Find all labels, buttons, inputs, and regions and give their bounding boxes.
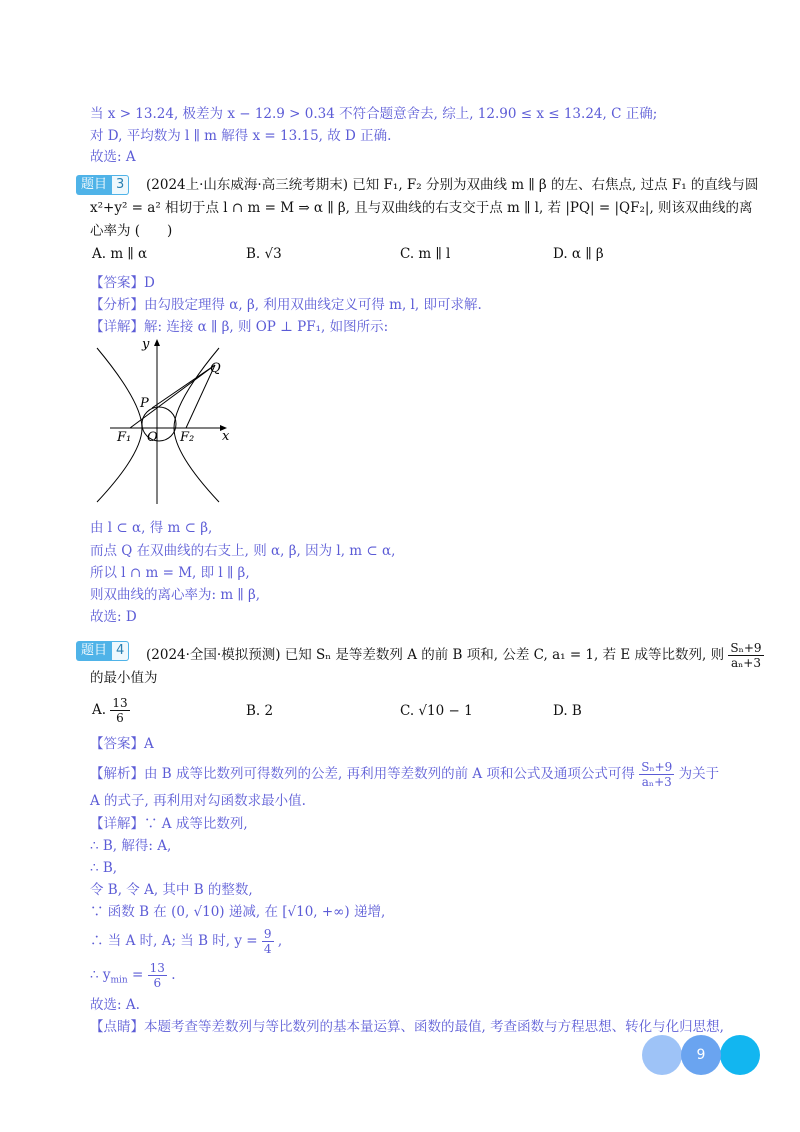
option-prefix: A. (92, 702, 107, 718)
q3-stem-3: 心率为 ( ) (90, 223, 173, 239)
q4-option-a (92, 696, 130, 725)
q4-detail-5: ∵ 函数 B 在 (0, √10) 递减, 在 [√10, +∞) 递增, (90, 904, 386, 920)
hyperbola-figure (90, 336, 250, 506)
page-circle-right (720, 1035, 760, 1075)
detail-text: ∴ 当 A 时, A; 当 B 时, y = (90, 933, 258, 949)
q4-analysis-2: A 的式子, 再利用对勾函数求最小值. (90, 793, 306, 809)
question-label: 题目 (76, 175, 112, 195)
p-label: P (140, 396, 149, 411)
q4-option-c: C. √10 − 1 (400, 703, 473, 719)
q4-stem-2: 的最小值为 (90, 670, 158, 686)
question-label: 题目 (76, 641, 112, 661)
detail-text-tail: , (277, 933, 283, 949)
prev-line-2: 对 D, 平均数为 l ∥ m 解得 x = 13.15, 故 D 正确. (90, 128, 392, 144)
fraction-numerator: 9 (263, 927, 272, 941)
o-label: O (147, 430, 158, 445)
fraction-numerator: 13 (112, 696, 128, 710)
q3-option-b: B. √3 (246, 246, 282, 262)
q3-step-5: 故选: D (90, 609, 137, 625)
q4-detail-8: 故选: A. (90, 997, 140, 1013)
fraction-denominator: 6 (153, 976, 162, 990)
q3-step-3: 所以 l ∩ m = M, 即 l ∥ β, (90, 565, 250, 581)
q3-option-d: D. α ∥ β (553, 246, 604, 262)
q-label: Q (210, 361, 221, 376)
fraction-numerator: Sₙ+9 (641, 760, 673, 774)
fraction-denominator: 4 (263, 942, 272, 956)
f2-label: F₂ (180, 430, 195, 445)
q4-detail-2: ∴ B, 解得: A, (90, 838, 172, 854)
q4-stem-1 (146, 641, 764, 670)
q3-answer: 【答案】D (90, 275, 155, 291)
q3-stem-1: (2024上·山东威海·高三统考期末) 已知 F₁, F₂ 分别为双曲线 m ∥ β 的左、右焦点, 过点 F₁ 的直线与圆 (146, 177, 759, 193)
page-number-badge (642, 1035, 762, 1075)
f1-label: F₁ (117, 430, 132, 445)
option-a-fraction (110, 696, 129, 725)
detail-period: . (171, 967, 176, 983)
q4-option-b: B. 2 (246, 703, 274, 719)
x-label: x (222, 429, 230, 444)
prev-line-1: 当 x > 13.24, 极差为 x − 12.9 > 0.34 不符合题意舍去, 综上, 12.90 ≤ x ≤ 13.24, C 正确; (90, 106, 658, 122)
q3-analysis: 【分析】由勾股定理得 α, β, 利用双曲线定义可得 m, l, 即可求解. (90, 297, 482, 313)
fraction-denominator: aₙ+3 (730, 656, 761, 670)
q4-detail-7 (90, 961, 176, 991)
question-4-badge (76, 641, 129, 661)
q4-option-d: D. B (553, 703, 582, 719)
q3-option-a: A. m ∥ α (92, 246, 148, 262)
fraction-denominator: aₙ+3 (641, 775, 672, 789)
detail-text: ∴ y (90, 967, 111, 983)
analysis-text: 【解析】由 B 成等比数列可得数列的公差, 再利用等差数列的前 A 项和公式及通项公式可得 (90, 766, 635, 782)
question-number: 4 (112, 641, 129, 661)
fraction-numerator: 13 (149, 961, 165, 975)
analysis-fraction (639, 760, 674, 789)
question-number: 3 (112, 175, 129, 195)
q4-answer: 【答案】A (90, 736, 154, 752)
subscript-min: min (110, 975, 128, 986)
page-number: 9 (696, 1047, 706, 1063)
y-axis-arrow (154, 339, 160, 346)
q3-stem-2: x²+y² = a² 相切于点 l ∩ m = M ⇒ α ∥ β, 且与双曲线的右支交于点 m ∥ l, 若 |PQ| = |QF₂|, 则该双曲线的离 (90, 200, 753, 216)
q4-analysis-1 (90, 760, 719, 789)
q3-option-c: C. m ∥ l (400, 246, 451, 262)
q3-step-1: 由 l ⊂ α, 得 m ⊂ β, (90, 520, 213, 536)
fraction-denominator: 6 (116, 711, 124, 725)
fraction-numerator: Sₙ+9 (730, 641, 762, 655)
page-circle-left (642, 1035, 682, 1075)
q4-detail-6 (90, 927, 282, 956)
q4-detail-4: 令 B, 令 A, 其中 B 的整数, (90, 882, 253, 898)
q4-point: 【点睛】本题考查等差数列与等比数列的基本量运算、函数的最值, 考查函数与方程思想、转化与化归思想, (90, 1019, 724, 1035)
question-3-badge (76, 175, 129, 195)
prev-line-3: 故选: A (90, 149, 136, 165)
q3-detail: 【详解】解: 连接 α ∥ β, 则 OP ⊥ PF₁, 如图所示: (90, 319, 389, 335)
q4-stem-fraction (728, 641, 763, 670)
q4-detail-1: 【详解】∵ A 成等比数列, (90, 816, 248, 832)
q3-step-2: 而点 Q 在双曲线的右支上, 则 α, β, 因为 l, m ⊂ α, (90, 543, 396, 559)
analysis-text-tail: 为关于 (678, 766, 720, 782)
q4-detail-3: ∴ B, (90, 860, 118, 876)
q3-step-4: 则双曲线的离心率为: m ∥ β, (90, 587, 261, 603)
detail-7-fraction (148, 961, 167, 990)
detail-equals: = (132, 967, 144, 983)
y-label: y (142, 337, 150, 352)
detail-6-fraction (262, 927, 274, 956)
left-branch (97, 348, 142, 502)
q4-stem-text: (2024·全国·模拟预测) 已知 Sₙ 是等差数列 A 的前 B 项和, 公差 C, a₁ = 1, 若 E 成等比数列, 则 (146, 647, 725, 663)
